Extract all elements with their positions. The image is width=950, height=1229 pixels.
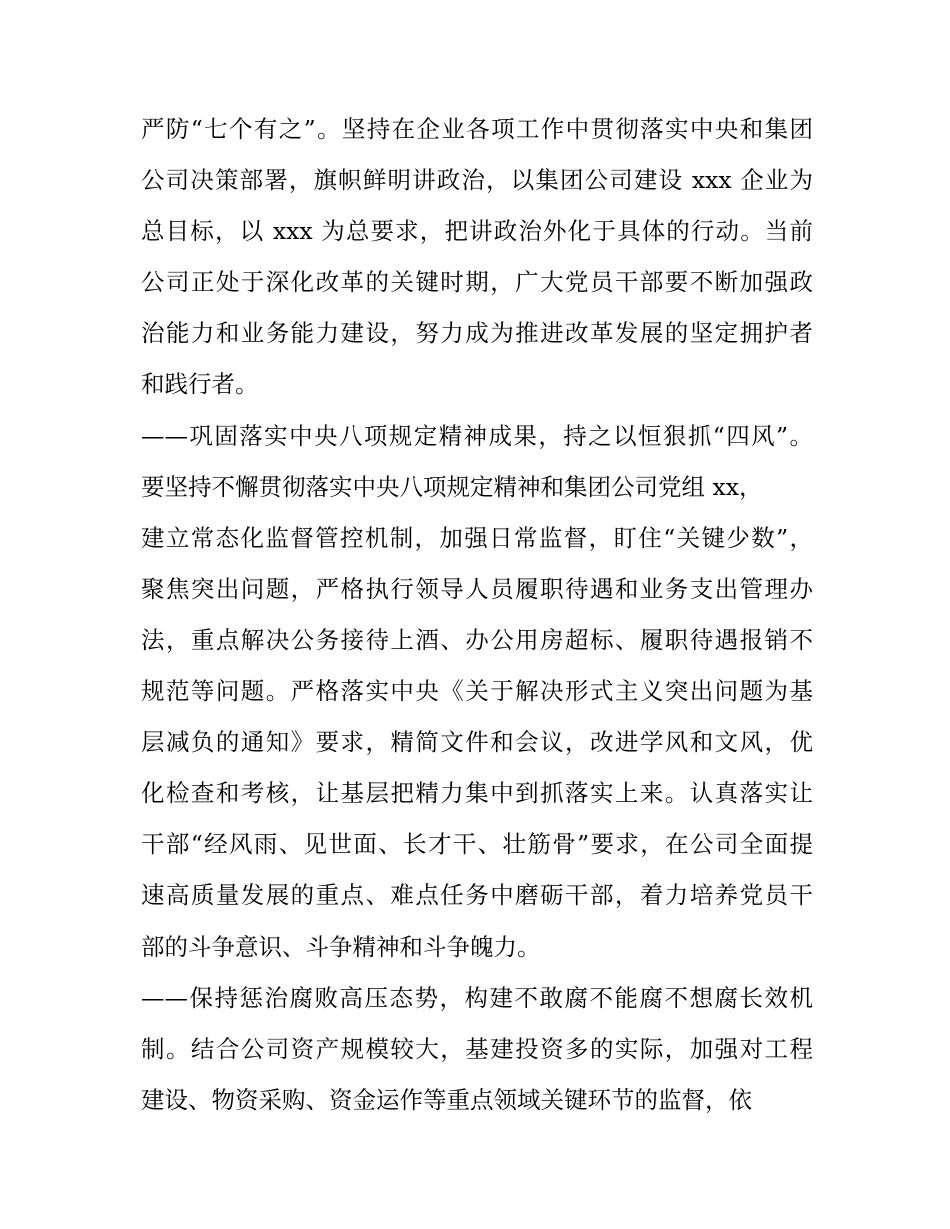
text-line: 和践行者。 [141, 370, 259, 399]
document-body [141, 104, 813, 1126]
text-line: 要坚持不懈贯彻落实中央八项规定精神和集团公司党组 xx， [141, 472, 763, 501]
text-line: 干部“经风雨、见世面、长才干、壮筋骨”要求，在公司全面提 [141, 830, 813, 859]
text-line: 公司正处于深化改革的关键时期，广大党员干部要不断加强政 [141, 268, 813, 297]
paragraph-2 [141, 411, 813, 973]
text-line: ——保持惩治腐败高压态势，构建不敢腐不能腐不想腐长效机 [141, 983, 813, 1012]
text-line: 规范等问题。严格落实中央《关于解决形式主义突出问题为基 [141, 677, 813, 706]
text-line: 层减负的通知》要求，精简文件和会议，改进学风和文风，优 [141, 728, 813, 757]
text-line: 化检查和考核，让基层把精力集中到抓落实上来。认真落实让 [141, 779, 813, 808]
paragraph-3 [141, 973, 813, 1126]
text-line: 总目标，以 xxx 为总要求，把讲政治外化于具体的行动。当前 [141, 217, 813, 246]
text-line: 部的斗争意识、斗争精神和斗争魄力。 [141, 932, 541, 961]
text-line: ——巩固落实中央八项规定精神成果，持之以恒狠抓“四风”。 [141, 421, 813, 450]
text-line: 治能力和业务能力建设，努力成为推进改革发展的坚定拥护者 [141, 319, 813, 348]
text-line: 法，重点解决公务接待上酒、办公用房超标、履职待遇报销不 [141, 625, 813, 654]
text-line: 聚焦突出问题，严格执行领导人员履职待遇和业务支出管理办 [141, 574, 813, 603]
text-line: 严防“七个有之”。坚持在企业各项工作中贯彻落实中央和集团 [141, 115, 813, 143]
text-line: 制。结合公司资产规模较大，基建投资多的实际，加强对工程 [141, 1034, 813, 1063]
text-line: 建立常态化监督管控机制，加强日常监督，盯住“关键少数”， [141, 523, 813, 552]
text-line: 速高质量发展的重点、难点任务中磨砺干部，着力培养党员干 [141, 881, 813, 910]
text-line: 公司决策部署，旗帜鲜明讲政治，以集团公司建设 xxx 企业为 [141, 166, 813, 195]
paragraph-1 [141, 104, 813, 411]
text-line: 建设、物资采购、资金运作等重点领域关键环节的监督，依 [141, 1085, 752, 1114]
